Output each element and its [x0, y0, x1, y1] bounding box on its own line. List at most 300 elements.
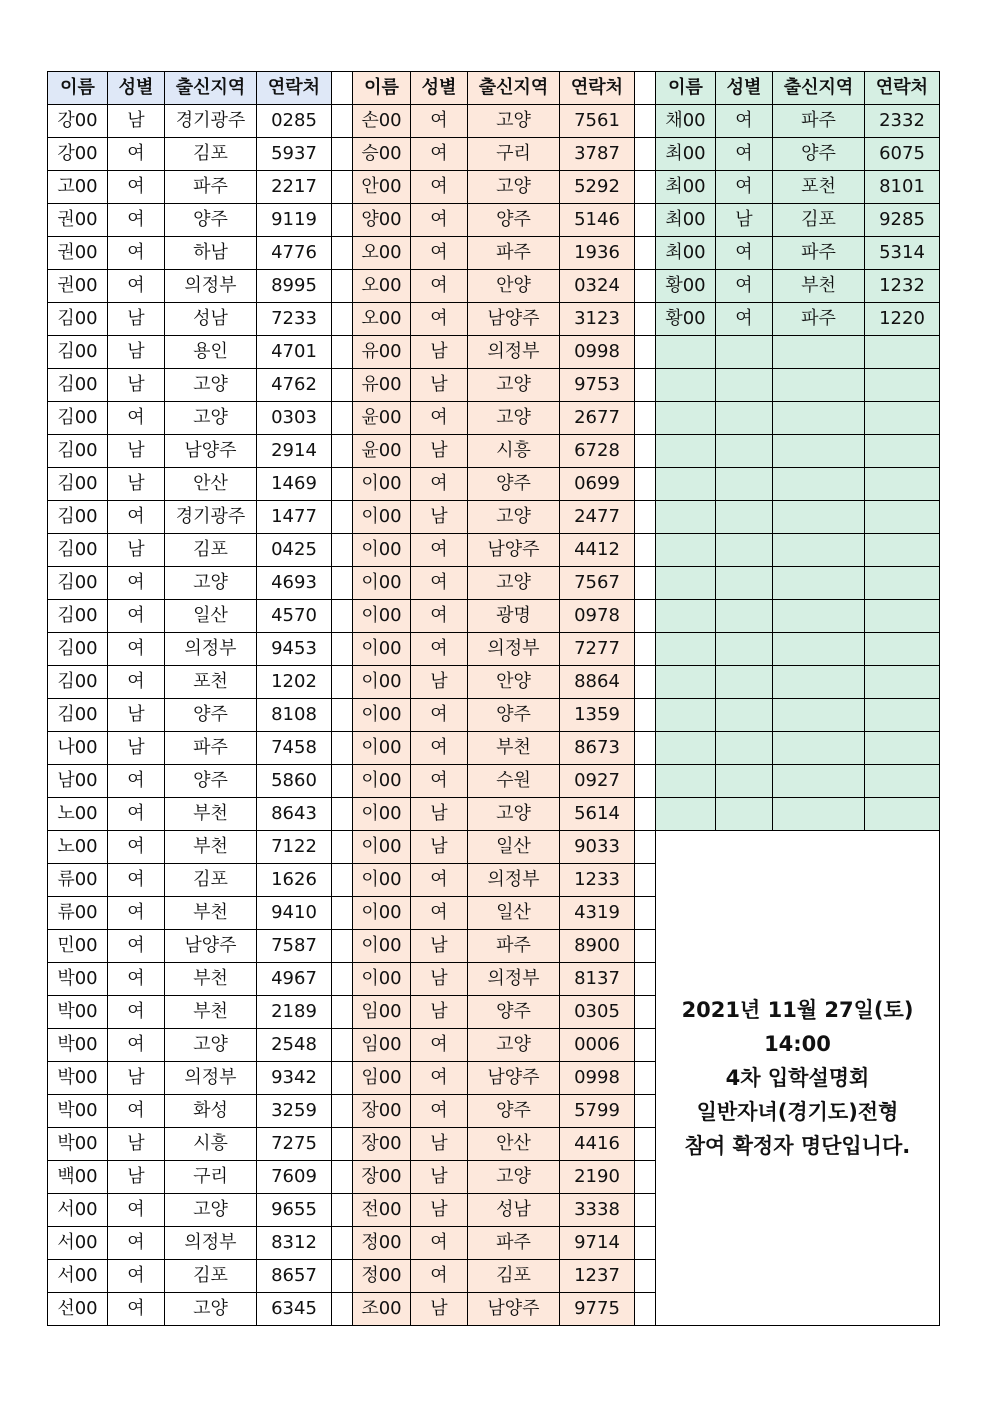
cell-contact: 6075	[865, 138, 940, 171]
cell-gender: 여	[108, 402, 165, 435]
cell-name: 이00	[353, 666, 411, 699]
cell-name: 서00	[48, 1227, 108, 1260]
cell-region: 남양주	[468, 1062, 560, 1095]
cell-region: 용인	[165, 336, 257, 369]
column-gap	[635, 501, 656, 534]
cell-gender: 여	[716, 303, 773, 336]
cell-name: 김00	[48, 468, 108, 501]
cell-contact: 2477	[560, 501, 635, 534]
empty-cell	[716, 435, 773, 468]
cell-contact: 1233	[560, 864, 635, 897]
cell-contact: 8864	[560, 666, 635, 699]
empty-cell	[865, 402, 940, 435]
cell-gender: 여	[108, 897, 165, 930]
cell-contact: 1232	[865, 270, 940, 303]
empty-cell	[716, 732, 773, 765]
cell-contact: 9655	[257, 1194, 332, 1227]
empty-cell	[716, 633, 773, 666]
cell-gender: 남	[411, 1293, 468, 1326]
cell-region: 부천	[165, 798, 257, 831]
column-gap	[635, 1161, 656, 1194]
cell-gender: 남	[108, 534, 165, 567]
cell-region: 의정부	[165, 633, 257, 666]
column-gap	[635, 369, 656, 402]
header-region-2: 출신지역	[468, 72, 560, 105]
cell-region: 경기광주	[165, 105, 257, 138]
cell-name: 서00	[48, 1194, 108, 1227]
column-gap	[635, 303, 656, 336]
empty-cell	[773, 336, 865, 369]
cell-gender: 남	[108, 699, 165, 732]
cell-region: 의정부	[468, 864, 560, 897]
cell-contact: 0699	[560, 468, 635, 501]
column-gap	[635, 1293, 656, 1326]
cell-region: 양주	[468, 699, 560, 732]
cell-name: 백00	[48, 1161, 108, 1194]
cell-region: 의정부	[468, 336, 560, 369]
header-name-2: 이름	[353, 72, 411, 105]
cell-contact: 8137	[560, 963, 635, 996]
table-row	[48, 567, 940, 600]
empty-cell	[773, 600, 865, 633]
header-region-3: 출신지역	[773, 72, 865, 105]
cell-gender: 여	[716, 237, 773, 270]
cell-contact: 2332	[865, 105, 940, 138]
table-row	[48, 765, 940, 798]
cell-gender: 남	[411, 1161, 468, 1194]
header-name-1: 이름	[48, 72, 108, 105]
table-row	[48, 336, 940, 369]
cell-region: 고양	[165, 1293, 257, 1326]
header-contact-3: 연락처	[865, 72, 940, 105]
cell-name: 이00	[353, 765, 411, 798]
cell-name: 박00	[48, 1029, 108, 1062]
cell-contact: 8900	[560, 930, 635, 963]
cell-contact: 0425	[257, 534, 332, 567]
empty-cell	[656, 732, 716, 765]
cell-gender: 여	[108, 798, 165, 831]
cell-region: 고양	[468, 501, 560, 534]
cell-gender: 여	[108, 1293, 165, 1326]
cell-name: 류00	[48, 897, 108, 930]
column-gap	[332, 1227, 353, 1260]
empty-cell	[773, 699, 865, 732]
cell-name: 이00	[353, 897, 411, 930]
empty-cell	[716, 336, 773, 369]
cell-gender: 여	[716, 105, 773, 138]
cell-region: 김포	[165, 864, 257, 897]
column-gap	[332, 831, 353, 864]
cell-region: 고양	[165, 1194, 257, 1227]
cell-gender: 여	[108, 831, 165, 864]
cell-name: 최00	[656, 204, 716, 237]
cell-contact: 1359	[560, 699, 635, 732]
cell-gender: 여	[411, 1062, 468, 1095]
cell-contact: 2677	[560, 402, 635, 435]
cell-name: 권00	[48, 237, 108, 270]
cell-gender: 여	[411, 633, 468, 666]
column-gap	[332, 1194, 353, 1227]
notice-line4: 일반자녀(경기도)전형	[696, 1100, 899, 1124]
cell-name: 장00	[353, 1161, 411, 1194]
cell-gender: 여	[411, 600, 468, 633]
column-gap	[332, 1062, 353, 1095]
cell-contact: 5614	[560, 798, 635, 831]
cell-name: 황00	[656, 270, 716, 303]
cell-region: 고양	[165, 402, 257, 435]
cell-gender: 여	[411, 1227, 468, 1260]
cell-gender: 남	[108, 435, 165, 468]
column-gap	[332, 138, 353, 171]
cell-contact: 5314	[865, 237, 940, 270]
empty-cell	[656, 534, 716, 567]
table-row	[48, 600, 940, 633]
cell-region: 김포	[468, 1260, 560, 1293]
column-gap	[332, 996, 353, 1029]
empty-cell	[865, 666, 940, 699]
cell-gender: 남	[108, 1161, 165, 1194]
cell-region: 포천	[165, 666, 257, 699]
cell-name: 장00	[353, 1095, 411, 1128]
cell-contact: 7233	[257, 303, 332, 336]
cell-gender: 여	[411, 897, 468, 930]
cell-region: 남양주	[165, 435, 257, 468]
cell-gender: 여	[716, 138, 773, 171]
cell-gender: 여	[411, 171, 468, 204]
column-gap	[635, 798, 656, 831]
cell-gender: 남	[411, 831, 468, 864]
cell-name: 김00	[48, 303, 108, 336]
column-gap	[635, 633, 656, 666]
column-gap	[332, 798, 353, 831]
empty-cell	[865, 369, 940, 402]
cell-region: 김포	[165, 534, 257, 567]
column-gap	[635, 1227, 656, 1260]
cell-region: 파주	[468, 930, 560, 963]
cell-region: 하남	[165, 237, 257, 270]
cell-gender: 남	[411, 1128, 468, 1161]
header-gender-2: 성별	[411, 72, 468, 105]
cell-contact: 1220	[865, 303, 940, 336]
cell-gender: 여	[108, 138, 165, 171]
cell-region: 일산	[165, 600, 257, 633]
empty-cell	[865, 501, 940, 534]
cell-contact: 0285	[257, 105, 332, 138]
cell-gender: 남	[108, 105, 165, 138]
column-gap	[635, 270, 656, 303]
cell-gender: 남	[411, 996, 468, 1029]
cell-name: 유00	[353, 336, 411, 369]
cell-contact: 3123	[560, 303, 635, 336]
cell-region: 안양	[468, 270, 560, 303]
cell-name: 박00	[48, 1095, 108, 1128]
cell-contact: 6345	[257, 1293, 332, 1326]
column-gap	[332, 864, 353, 897]
cell-contact: 3338	[560, 1194, 635, 1227]
empty-cell	[865, 567, 940, 600]
cell-gender: 남	[108, 369, 165, 402]
cell-contact: 9342	[257, 1062, 332, 1095]
cell-contact: 0927	[560, 765, 635, 798]
cell-name: 박00	[48, 963, 108, 996]
cell-gender: 여	[411, 699, 468, 732]
cell-contact: 7609	[257, 1161, 332, 1194]
empty-cell	[773, 798, 865, 831]
cell-gender: 여	[411, 237, 468, 270]
cell-name: 이00	[353, 699, 411, 732]
cell-gender: 남	[411, 336, 468, 369]
cell-region: 남양주	[468, 534, 560, 567]
notice-line5: 참여 확정자 명단입니다.	[684, 1134, 911, 1158]
cell-name: 윤00	[353, 402, 411, 435]
column-gap	[635, 1128, 656, 1161]
cell-contact: 0324	[560, 270, 635, 303]
cell-region: 의정부	[165, 270, 257, 303]
cell-gender: 여	[108, 996, 165, 1029]
empty-cell	[773, 435, 865, 468]
cell-region: 부천	[165, 897, 257, 930]
empty-cell	[656, 798, 716, 831]
cell-name: 김00	[48, 336, 108, 369]
cell-name: 노00	[48, 831, 108, 864]
cell-contact: 0978	[560, 600, 635, 633]
column-gap	[332, 1128, 353, 1161]
table-row	[48, 699, 940, 732]
cell-gender: 여	[411, 864, 468, 897]
empty-cell	[656, 336, 716, 369]
cell-region: 고양	[468, 567, 560, 600]
cell-gender: 여	[108, 963, 165, 996]
empty-cell	[865, 699, 940, 732]
cell-contact: 1202	[257, 666, 332, 699]
cell-region: 고양	[165, 1029, 257, 1062]
cell-name: 오00	[353, 237, 411, 270]
cell-gender: 남	[411, 369, 468, 402]
column-gap	[635, 435, 656, 468]
cell-contact: 0006	[560, 1029, 635, 1062]
cell-contact: 9119	[257, 204, 332, 237]
cell-name: 박00	[48, 996, 108, 1029]
empty-cell	[773, 468, 865, 501]
table-row	[48, 435, 940, 468]
table-row	[48, 105, 940, 138]
cell-name: 고00	[48, 171, 108, 204]
table-row	[48, 501, 940, 534]
table-row	[48, 468, 940, 501]
column-gap	[635, 996, 656, 1029]
cell-contact: 1626	[257, 864, 332, 897]
cell-contact: 2217	[257, 171, 332, 204]
cell-name: 이00	[353, 567, 411, 600]
column-gap	[332, 105, 353, 138]
notice-line1: 2021년 11월 27일(토)	[681, 998, 914, 1022]
header-row	[48, 72, 940, 105]
cell-region: 의정부	[468, 963, 560, 996]
cell-gender: 여	[108, 237, 165, 270]
empty-cell	[773, 534, 865, 567]
column-gap	[635, 204, 656, 237]
cell-contact: 4701	[257, 336, 332, 369]
column-gap	[332, 369, 353, 402]
cell-gender: 여	[108, 1227, 165, 1260]
column-gap	[635, 831, 656, 864]
table-row	[48, 666, 940, 699]
column-gap	[332, 1161, 353, 1194]
empty-cell	[773, 369, 865, 402]
cell-name: 박00	[48, 1062, 108, 1095]
cell-gender: 남	[411, 930, 468, 963]
table-row	[48, 270, 940, 303]
cell-gender: 여	[108, 633, 165, 666]
column-gap	[635, 72, 656, 105]
cell-name: 유00	[353, 369, 411, 402]
column-gap	[635, 600, 656, 633]
cell-gender: 여	[108, 1095, 165, 1128]
column-gap	[635, 963, 656, 996]
cell-gender: 여	[108, 666, 165, 699]
column-gap	[332, 72, 353, 105]
column-gap	[332, 1293, 353, 1326]
notice-line3: 4차 입학설명회	[725, 1066, 870, 1090]
cell-contact: 8108	[257, 699, 332, 732]
cell-gender: 여	[108, 600, 165, 633]
cell-gender: 남	[716, 204, 773, 237]
cell-contact: 5292	[560, 171, 635, 204]
participant-roster-table	[47, 71, 940, 1326]
cell-region: 수원	[468, 765, 560, 798]
cell-region: 김포	[165, 138, 257, 171]
cell-name: 이00	[353, 600, 411, 633]
cell-contact: 8101	[865, 171, 940, 204]
column-gap	[332, 666, 353, 699]
column-gap	[635, 1095, 656, 1128]
cell-name: 정00	[353, 1260, 411, 1293]
table-row	[48, 171, 940, 204]
cell-gender: 남	[411, 666, 468, 699]
header-gender-3: 성별	[716, 72, 773, 105]
cell-region: 고양	[468, 402, 560, 435]
cell-name: 김00	[48, 567, 108, 600]
cell-name: 이00	[353, 468, 411, 501]
cell-contact: 7275	[257, 1128, 332, 1161]
table-row	[48, 534, 940, 567]
header-region-1: 출신지역	[165, 72, 257, 105]
cell-contact: 7587	[257, 930, 332, 963]
cell-region: 부천	[468, 732, 560, 765]
empty-cell	[865, 468, 940, 501]
column-gap	[332, 171, 353, 204]
column-gap	[332, 732, 353, 765]
cell-region: 안산	[468, 1128, 560, 1161]
cell-region: 파주	[165, 732, 257, 765]
cell-name: 이00	[353, 732, 411, 765]
cell-region: 의정부	[468, 633, 560, 666]
cell-contact: 4570	[257, 600, 332, 633]
cell-region: 시흥	[165, 1128, 257, 1161]
cell-contact: 1936	[560, 237, 635, 270]
cell-gender: 여	[108, 1260, 165, 1293]
cell-name: 이00	[353, 798, 411, 831]
table-row	[48, 831, 940, 864]
table-row	[48, 138, 940, 171]
cell-region: 고양	[468, 1029, 560, 1062]
column-gap	[332, 237, 353, 270]
column-gap	[635, 1062, 656, 1095]
cell-name: 정00	[353, 1227, 411, 1260]
cell-contact: 7122	[257, 831, 332, 864]
cell-gender: 남	[411, 1194, 468, 1227]
column-gap	[332, 1029, 353, 1062]
table-row	[48, 798, 940, 831]
cell-name: 강00	[48, 138, 108, 171]
cell-contact: 5799	[560, 1095, 635, 1128]
cell-name: 이00	[353, 534, 411, 567]
cell-region: 고양	[468, 105, 560, 138]
cell-region: 의정부	[165, 1062, 257, 1095]
cell-contact: 2190	[560, 1161, 635, 1194]
cell-gender: 여	[411, 534, 468, 567]
column-gap	[332, 600, 353, 633]
cell-contact: 4776	[257, 237, 332, 270]
column-gap	[332, 336, 353, 369]
header-contact-1: 연락처	[257, 72, 332, 105]
cell-gender: 여	[716, 171, 773, 204]
cell-contact: 2548	[257, 1029, 332, 1062]
cell-gender: 남	[108, 1128, 165, 1161]
cell-name: 임00	[353, 996, 411, 1029]
cell-gender: 여	[108, 501, 165, 534]
cell-region: 화성	[165, 1095, 257, 1128]
cell-gender: 여	[411, 765, 468, 798]
cell-gender: 남	[108, 303, 165, 336]
cell-name: 최00	[656, 237, 716, 270]
cell-region: 파주	[468, 1227, 560, 1260]
cell-region: 성남	[468, 1194, 560, 1227]
cell-gender: 여	[411, 468, 468, 501]
cell-contact: 5937	[257, 138, 332, 171]
column-gap	[332, 963, 353, 996]
cell-region: 양주	[165, 699, 257, 732]
empty-cell	[865, 732, 940, 765]
column-gap	[635, 402, 656, 435]
cell-name: 채00	[656, 105, 716, 138]
cell-region: 광명	[468, 600, 560, 633]
column-gap	[332, 468, 353, 501]
cell-contact: 9453	[257, 633, 332, 666]
column-gap	[635, 930, 656, 963]
cell-contact: 0303	[257, 402, 332, 435]
column-gap	[332, 567, 353, 600]
cell-name: 양00	[353, 204, 411, 237]
cell-region: 고양	[165, 369, 257, 402]
cell-gender: 여	[411, 303, 468, 336]
table-row	[48, 402, 940, 435]
column-gap	[635, 105, 656, 138]
column-gap	[332, 435, 353, 468]
column-gap	[332, 1260, 353, 1293]
cell-name: 전00	[353, 1194, 411, 1227]
cell-name: 권00	[48, 204, 108, 237]
column-gap	[635, 1260, 656, 1293]
cell-name: 선00	[48, 1293, 108, 1326]
column-gap	[635, 666, 656, 699]
cell-contact: 7277	[560, 633, 635, 666]
empty-cell	[716, 402, 773, 435]
cell-contact: 4693	[257, 567, 332, 600]
cell-name: 임00	[353, 1062, 411, 1095]
cell-gender: 남	[108, 1062, 165, 1095]
column-gap	[635, 171, 656, 204]
